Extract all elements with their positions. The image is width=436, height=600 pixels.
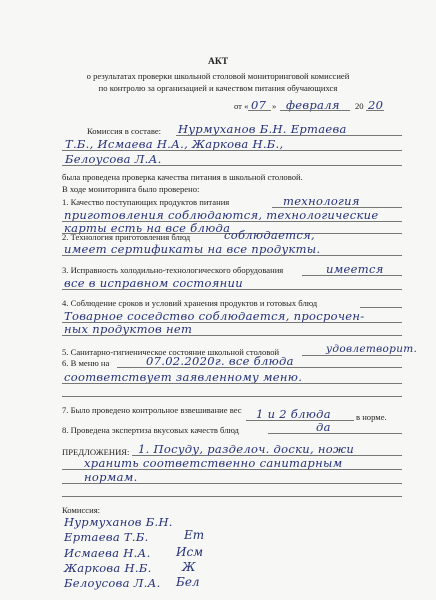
item-8-answer: да: [316, 420, 331, 434]
signature-mark: Ет: [184, 528, 205, 542]
act-date: [234, 99, 404, 111]
item-7-line: [246, 420, 354, 421]
signature-mark: Бел: [176, 575, 200, 589]
item-3-answer-2: все в исправном состоянии: [64, 276, 243, 290]
item-1-answer-2: приготовления соблюдаются, технологические: [64, 208, 379, 222]
item-7-answer: 1 и 2 блюда: [256, 407, 331, 421]
item-3-line-1: [302, 275, 402, 276]
commission-members-line-1: Нурмуханов Б.Н. Ертаева: [178, 122, 347, 136]
date-day-line: [248, 110, 271, 111]
signature-name: Ертаева Т.Б.: [64, 530, 149, 544]
proposals-text-3: нормам.: [84, 470, 138, 484]
item-6-line-1: [117, 367, 402, 368]
date-month: февраля: [286, 98, 340, 112]
proposals-line-4: [62, 496, 402, 497]
item-3-label: 3. Исправность холодильно-технологического оборудования: [62, 265, 284, 275]
proposals-label: ПРЕДЛОЖЕНИЯ:: [62, 447, 130, 457]
item-3-answer: имеется: [326, 262, 384, 276]
item-4-line-1: [360, 307, 402, 308]
commission-label: Комиссия в составе:: [87, 126, 162, 136]
commission-line-1: [176, 135, 402, 136]
intro-text: была проведена проверка качества питания в школьной столовой.: [62, 172, 303, 182]
date-month-line: [280, 110, 350, 111]
date-year: 20: [368, 98, 384, 112]
date-year-line: [366, 110, 384, 111]
proposals-text-2: хранить соответственно санитарным: [84, 456, 343, 470]
commission-members-line-2: Т.Б., Исмаева Н.А., Жаркова Н.Б.,: [65, 137, 284, 151]
date-prefix: от «: [234, 101, 249, 111]
item-2-answer: соблюдается,: [224, 228, 315, 242]
signature-name: Исмаева Н.А.: [64, 546, 151, 560]
item-4-label: 4. Соблюдение сроков и условий хранения продуктов и готовых блюд: [62, 298, 318, 308]
item-2-label: 2. Технология приготовления блюд: [62, 232, 191, 242]
item-6-answer-2: соответствует заявленному меню.: [64, 370, 303, 384]
date-close-quote: »: [272, 101, 277, 111]
signature-mark: Исм: [176, 545, 204, 559]
signatures-label: Комиссия:: [62, 505, 101, 515]
date-year-prefix: 20: [355, 101, 364, 111]
item-1-answer: технология: [283, 194, 360, 208]
intro-text-2: В ходе мониторинга было проверено:: [62, 184, 200, 194]
item-7-label: 7. Было проведено контрольное взвешивание вес: [62, 405, 242, 415]
document-subtitle: о результатах проверки школьной столовой мониторинговой комиссией: [86, 71, 350, 81]
item-6-line-3: [62, 396, 402, 397]
item-7-result: в норме.: [356, 412, 387, 422]
item-8-label: 8. Проведена экспертиза вкусовых качеств блюд: [62, 425, 239, 435]
date-day: 07: [251, 98, 267, 112]
commission-line-2: [62, 150, 402, 151]
signature-name: Жаркова Н.Б.: [64, 561, 152, 575]
proposals-text: 1. Посуду, разделоч. доски, ножи: [138, 442, 355, 456]
signature-name: Нурмуханов Б.Н.: [64, 515, 173, 529]
item-4-answer-2: ных продуктов нет: [64, 322, 193, 336]
item-1-label: 1. Качество поступающих продуктов питания: [62, 197, 230, 207]
proposals-line-3: [62, 483, 402, 484]
item-5-label: 5. Санитарно-гигиеническое состояние школьной столовой: [62, 347, 280, 357]
signature-name: Белоусова Л.А.: [64, 576, 161, 590]
document-subtitle-2: по контролю за организацией и качеством питания обучающихся: [98, 83, 338, 93]
item-2-answer-2: имеет сертификаты на все продукты.: [64, 242, 321, 256]
item-1-answer-3: карты есть на все блюда: [64, 221, 231, 235]
item-8-line: [268, 433, 402, 434]
item-6-label: 6. В меню на: [62, 358, 110, 368]
commission-members-line-3: Белоусова Л.А.: [65, 152, 162, 166]
item-4-line-3: [62, 335, 402, 336]
item-5-answer: удовлетворит.: [326, 343, 418, 355]
signature-mark: Ж: [182, 560, 196, 574]
item-3-line-2: [62, 289, 402, 290]
item-4-answer: Товарное соседство соблюдается, просрочен-: [64, 309, 365, 323]
document-title: АКТ: [207, 57, 229, 67]
item-6-answer: 07.02.2020г. все блюда: [146, 354, 294, 368]
item-2-line-2: [62, 255, 402, 256]
commission-line-3: [62, 165, 402, 166]
item-5-line: [302, 355, 402, 356]
item-6-line-2: [62, 383, 402, 384]
